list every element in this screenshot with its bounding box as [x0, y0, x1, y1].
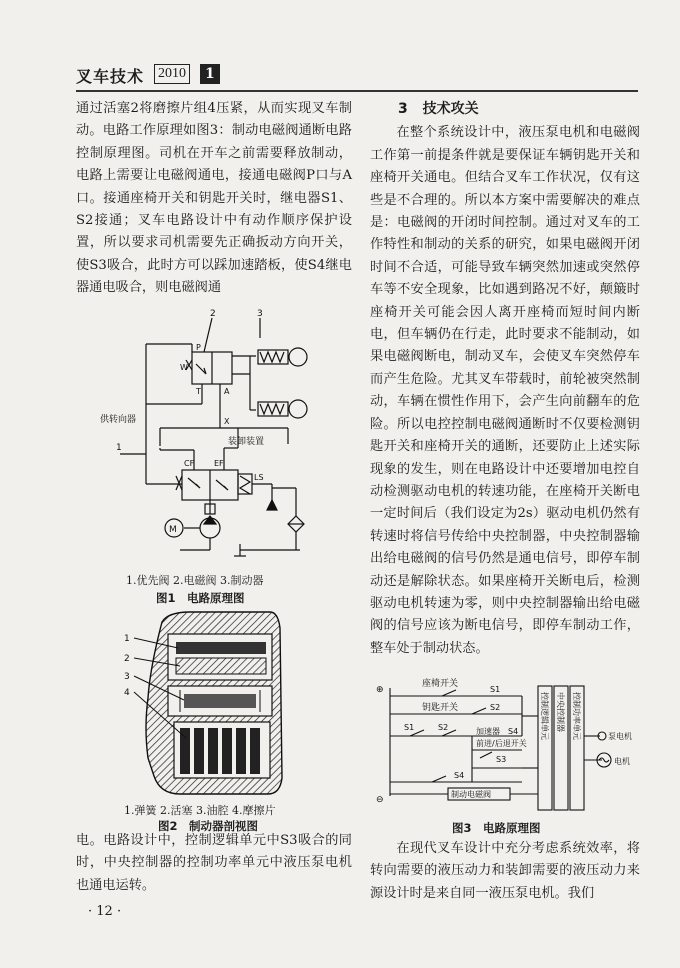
issue-year: 2010	[154, 64, 190, 84]
fig3-key-switch: 钥匙开关	[422, 703, 459, 713]
fig2-label-2: 2	[124, 654, 130, 664]
fig1-label-ef: EF	[214, 459, 224, 468]
fig3-valve: 制动电磁阀	[451, 790, 491, 799]
figure-1-legend: 1.优先阀 2.电磁阀 3.制动器	[126, 574, 264, 587]
right-column-text-bottom	[370, 838, 640, 905]
fig3-s2: S2	[490, 703, 501, 712]
figure-1-diagram	[100, 304, 332, 566]
figure-3-diagram	[372, 676, 640, 818]
section-heading	[370, 98, 640, 120]
running-header	[76, 64, 636, 86]
figure-1-caption: 图1 电路原理图	[156, 591, 245, 605]
fig3-logic: 控制逻辑单元	[540, 692, 549, 740]
fig2-label-3: 3	[124, 672, 130, 682]
fig3-plus: ⊕	[376, 685, 384, 695]
fig1-label-steering: 供转向器	[100, 415, 137, 425]
figure-3	[372, 676, 640, 818]
fig3-s3: S3	[496, 755, 507, 764]
fig3-power: 控制功率单元	[572, 692, 581, 740]
magazine-title: 叉车技术	[76, 67, 145, 86]
figure-2	[120, 608, 290, 800]
fig3-motor: 电机	[614, 757, 630, 766]
paragraph: 电。电路设计中，控制逻辑单元中S3吸合的同时，中央控制器的控制功率单元中液压泵电机也通电运转。	[76, 833, 352, 893]
figure-2-legend: 1.弹簧 2.活塞 3.油腔 4.摩擦片	[124, 804, 276, 817]
fig1-label-1: 1	[116, 443, 122, 453]
fig3-s2b: S2	[438, 723, 449, 732]
fig3-s4b: S4	[454, 771, 465, 780]
fig1-label-m: M	[169, 525, 177, 535]
fig1-label-unloading: 装卸装置	[228, 437, 265, 447]
fig1-label-ls: LS	[254, 473, 264, 482]
right-column-text	[370, 98, 640, 660]
fig3-minus: ⊖	[376, 795, 384, 805]
section-number: 3	[398, 101, 408, 117]
figure-2-diagram	[120, 608, 290, 800]
fig3-s4: S4	[508, 727, 519, 736]
fig3-seat-switch: 座椅开关	[422, 679, 459, 689]
header-divider	[76, 90, 638, 92]
issue-number: 1	[200, 64, 220, 84]
fig3-pump: 泵电机	[608, 732, 632, 741]
fig1-label-cf: CF	[184, 459, 195, 468]
fig3-cpu: 中央控制器	[556, 692, 565, 732]
fig1-label-a: A	[224, 387, 230, 396]
figure-3-caption: 图3 电路原理图	[452, 821, 541, 835]
fig1-label-w: W	[180, 363, 188, 372]
fig3-accel: 加速器	[476, 727, 500, 736]
fig3-s1b: S1	[404, 723, 415, 732]
left-column-text	[76, 98, 352, 300]
fig1-label-x: X	[224, 417, 230, 426]
paragraph: 通过活塞2将磨擦片组4压紧，从而实现叉车制动。电路工作原理如图3：制动电磁阀通断电路控制原理图。司机在开车之前需要释放制动，电路上需要让电磁阀通电，接通电磁阀P口与A口。接通座椅开关和钥匙开关时，继电器S1、S2接通；叉车电路设计中有动作顺序保护设置，所以要求司机需要先正确扳动方向开关，使S3吸合，此时方可以踩加速踏板，使S4继电器通电吸合，则电磁阀通	[76, 101, 352, 296]
fig2-label-1: 1	[124, 634, 130, 644]
fig2-label-4: 4	[124, 688, 130, 698]
left-column-text-bottom	[76, 830, 352, 897]
figure-1	[100, 304, 332, 566]
fig1-label-t: T	[196, 387, 201, 396]
section-title: 技术攻关	[422, 101, 479, 117]
page-number: · 12 ·	[88, 904, 122, 919]
paragraph: 在整个系统设计中，液压泵电机和电磁阀工作第一前提条件就是要保证车辆钥匙开关和座椅开关通电。但结合叉车工作状况，仅有这些是不合理的。所以本方案中需要解决的难点是：电磁阀的开闭时间控制。通过对叉车的工作特性和制动的关系的研究，如果电磁阀开闭时间不合适，可能导致车辆突然加速或突然停车等不安全现象，比如遇到路况不好，颠簸时座椅开关可能会因人离开座椅而短时间内断电，但车辆仍在行走，此时要求不能制动，如果电磁阀断电，制动叉车，会使叉车突然停车而产生危险。尤其叉车带载时，前轮被突然制动，车辆在惯性作用下，会产生向前翻车的危险。所以电控控制电磁阀通断时不仅要检测钥匙开关和座椅开关的通断，还要防止上述实际现象的发生，则在电路设计中还要增加电控自动检测驱动电机的转速功能，在座椅开关断电一定时间后（我们设定为2s）驱动电机仍然有转速时将信号传给中央控制器，中央控制器输出给电磁阀的信号仍然是通电信号，即停车制动还是解除状态。如果座椅开关断电后，检测驱动电机转速为零，则中央控制器输出给电磁阀的信号应该为断电信号，即停车制动工作，整车处于制动状态。	[370, 125, 640, 656]
figure-2-caption: 图2 制动器剖视图	[158, 819, 259, 833]
fig1-label-3: 3	[257, 309, 263, 319]
fig3-dir: 前进/后退开关	[476, 739, 527, 748]
paragraph: 在现代叉车设计中充分考虑系统效率，将转向需要的液压动力和装卸需要的液压动力来源设计时是来自同一液压泵电机。我们	[370, 841, 640, 901]
fig1-label-p: P	[196, 343, 201, 352]
fig1-label-2: 2	[210, 309, 216, 319]
fig3-s1: S1	[490, 685, 501, 694]
